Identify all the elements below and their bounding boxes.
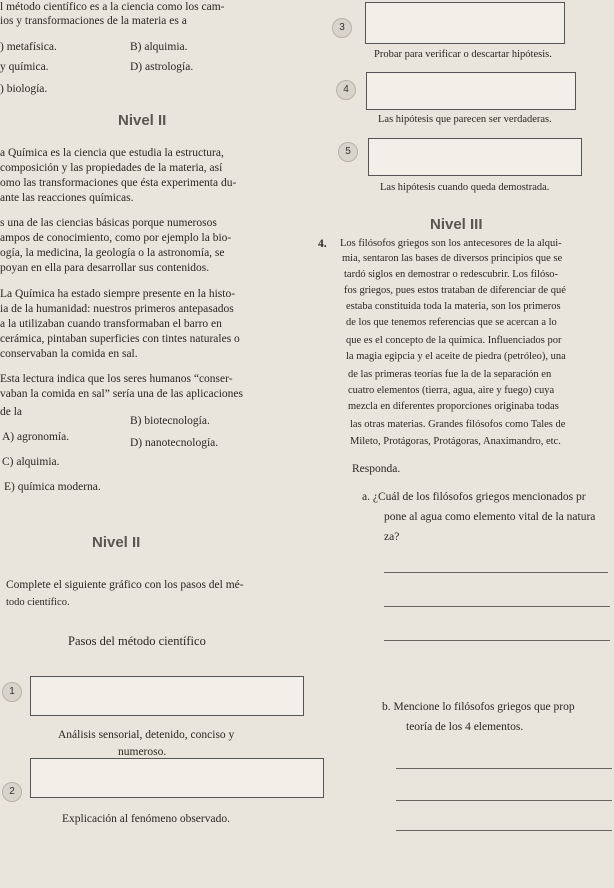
- q4-line: fos griegos, pues estos trataban de diferenciar de qué: [344, 285, 566, 296]
- q4-line: Los filósofos griegos son los antecesores de la alqui-: [340, 238, 562, 249]
- para3-line: cerámica, pintaban superficies con tintes naturales o: [0, 333, 240, 345]
- q4-line: mia, sentaron las bases de diversos principios que se: [342, 253, 563, 264]
- para4-line: de la: [0, 406, 23, 418]
- level-heading-2a: Nivel II: [118, 112, 167, 129]
- step-box-5[interactable]: [368, 138, 582, 176]
- step-number-4: 4: [336, 80, 356, 100]
- instruction-line-1: Complete el siguiente gráfico con los pasos del mé-: [6, 579, 244, 591]
- step1-caption: Análisis sensorial, detenido, conciso y: [58, 729, 235, 741]
- option-b: B) alquimia.: [130, 41, 188, 53]
- option2-c: C) alquimia.: [2, 456, 60, 468]
- option-e: ) biología.: [0, 83, 48, 95]
- q4-line: estaba constituida toda la materia, son los primeros: [346, 301, 561, 312]
- answer-line-a2[interactable]: [384, 606, 610, 607]
- option-a: ) metafísica.: [0, 41, 57, 53]
- para2-line: ampos de conocimiento, como por ejemplo la bio-: [0, 232, 232, 244]
- answer-line-a3[interactable]: [384, 640, 610, 641]
- step-number-1: 1: [2, 682, 22, 702]
- para3-line: La Química ha estado siempre presente en la histo-: [0, 288, 236, 300]
- q4-line: de las primeras teorías fue la de la separación en: [348, 369, 552, 380]
- option2-a: A) agronomía.: [2, 431, 70, 443]
- step4-caption: Las hipótesis que parecen ser verdaderas.: [378, 114, 552, 125]
- intro-line-2: ios y transformaciones de la materia es a: [0, 15, 187, 27]
- question-b-line: b. Mencione lo filósofos griegos que prop: [382, 701, 575, 713]
- para1-line: a Química es la ciencia que estudia la estructura,: [0, 147, 224, 159]
- q4-line: de los que tenemos referencias que se acercan a lo: [346, 317, 557, 328]
- para2-line: ogía, la medicina, la geología o la astronomía, se: [0, 247, 225, 259]
- option2-d: D) nanotecnología.: [130, 437, 219, 449]
- q4-line: Mileto, Protágoras, Protágoras, Anaximandro, etc.: [350, 436, 561, 447]
- q4-line: la magia egipcia y el aceite de piedra (petróleo), una: [346, 351, 566, 362]
- option2-e: E) química moderna.: [4, 481, 101, 493]
- step5-caption: Las hipótesis cuando queda demostrada.: [380, 182, 550, 193]
- question-b-line: teoría de los 4 elementos.: [406, 721, 524, 733]
- option-c: y química.: [0, 61, 49, 73]
- step-box-1[interactable]: [30, 676, 304, 716]
- step-number-5: 5: [338, 142, 358, 162]
- q4-line: cuatro elementos (tierra, agua, aire y fuego) cuya: [348, 385, 555, 396]
- para1-line: ante las reacciones químicas.: [0, 192, 134, 204]
- step-box-2[interactable]: [30, 758, 324, 798]
- para3-line: conservaban la comida en sal.: [0, 348, 138, 360]
- answer-line-b3[interactable]: [396, 830, 612, 831]
- step-number-3: 3: [332, 18, 352, 38]
- respond-label: Responda.: [352, 463, 401, 475]
- para4-line: vaban la comida en sal” sería una de las aplicaciones: [0, 388, 243, 400]
- step2-caption: Explicación al fenómeno observado.: [62, 813, 230, 825]
- question-a-line: pone al agua como elemento vital de la natura: [384, 511, 596, 523]
- instruction-line-2: todo científico.: [6, 597, 70, 608]
- step-number-2: 2: [2, 782, 22, 802]
- intro-line-1: l método científico es a la ciencia como los cam-: [0, 1, 225, 13]
- para2-line: poyan en ella para desarrollar sus contenidos.: [0, 262, 210, 274]
- q4-line: que es el concepto de la química. Influenciados por: [346, 335, 562, 346]
- q4-line: mezcla en diferentes proporciones originaba todas: [348, 401, 559, 412]
- option-d: D) astrología.: [130, 61, 194, 73]
- diagram-title: Pasos del método científico: [68, 634, 206, 648]
- answer-line-a1[interactable]: [384, 572, 608, 573]
- level-heading-3: Nivel III: [430, 216, 483, 233]
- option2-b: B) biotecnología.: [130, 415, 210, 427]
- para3-line: ia de la humanidad: nuestros primeros antepasados: [0, 303, 234, 315]
- question-a-line: a. ¿Cuál de los filósofos griegos mencionados pr: [362, 491, 586, 503]
- question-a-line: za?: [384, 531, 400, 543]
- para2-line: s una de las ciencias básicas porque numerosos: [0, 217, 217, 229]
- answer-line-b2[interactable]: [396, 800, 612, 801]
- q4-line: las otras materias. Grandes filósofos como Tales de: [350, 419, 566, 430]
- q4-line: tardó siglos en demostrar o redescubrir. Los filóso-: [344, 269, 559, 280]
- para3-line: a la utilizaban cuando transformaban el barro en: [0, 318, 222, 330]
- level-heading-2b: Nivel II: [92, 534, 141, 551]
- answer-line-b1[interactable]: [396, 768, 612, 769]
- question-4-number: 4.: [318, 238, 327, 250]
- step-box-4[interactable]: [366, 72, 576, 110]
- para1-line: omo las transformaciones que ésta experimenta du-: [0, 177, 237, 189]
- step1-caption: numeroso.: [118, 746, 167, 758]
- para1-line: composición y las propiedades de la materia, así: [0, 162, 223, 174]
- step-box-3[interactable]: [365, 2, 565, 44]
- step3-caption: Probar para verificar o descartar hipótesis.: [374, 49, 552, 60]
- para4-line: Esta lectura indica que los seres humanos “conser-: [0, 373, 233, 385]
